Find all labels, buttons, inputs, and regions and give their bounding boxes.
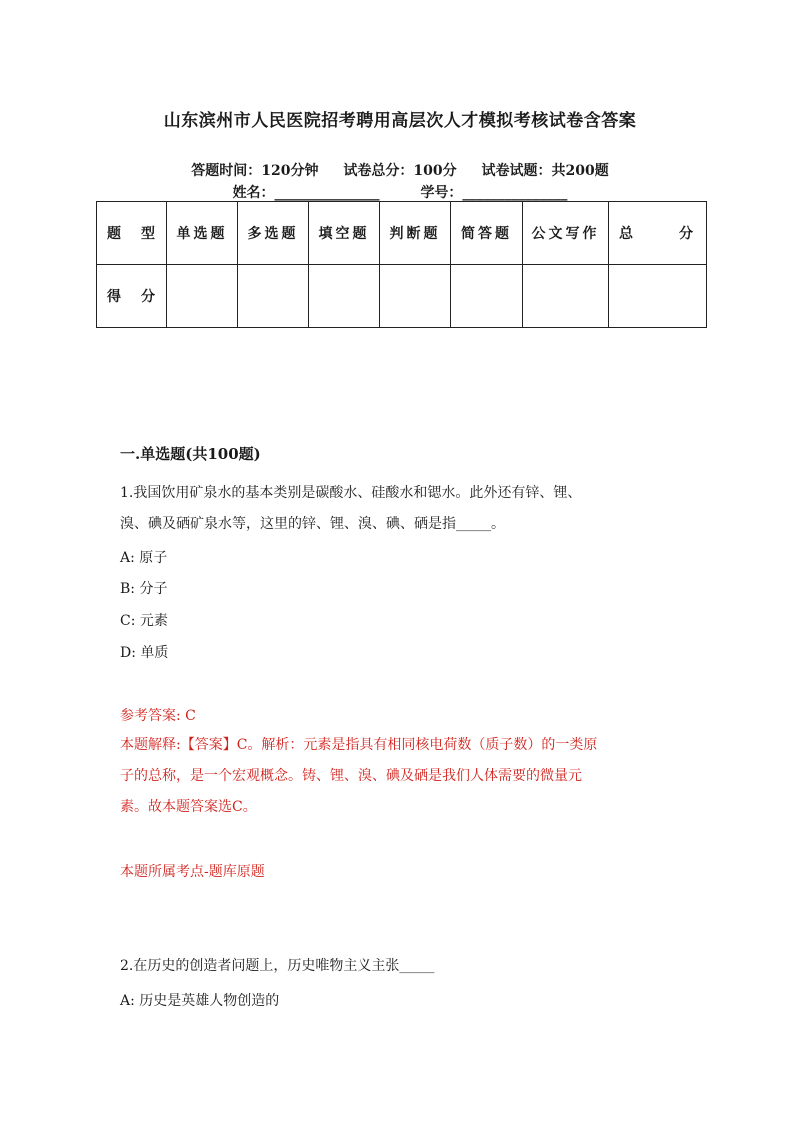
question-1-option-b: B: 分子: [120, 581, 168, 597]
question-1-option-d: D: 单质: [120, 645, 169, 661]
score-cell: [380, 265, 451, 328]
question-1-answer: 参考答案: C: [120, 708, 196, 724]
document-title: 山东滨州市人民医院招考聘用高层次人才模拟考核试卷含答案: [163, 111, 637, 131]
header-cell-short-answer: 简答题: [451, 202, 523, 265]
score-table-header-row: [97, 202, 707, 265]
header-cell-total: 总 分: [609, 202, 707, 265]
header-cell-fill-blank: 填空题: [309, 202, 380, 265]
question-1-option-a: A: 原子: [120, 550, 168, 566]
score-row-label: 得 分: [97, 265, 167, 328]
question-2-line-1: 2.在历史的创造者问题上，历史唯物主义主张_____: [120, 958, 435, 974]
question-1-line-1: 1.我国饮用矿泉水的基本类别是碳酸水、硅酸水和锶水。此外还有锌、锂、: [120, 485, 582, 501]
score-cell: [309, 265, 380, 328]
exam-question-count: 试卷试题：共200题: [481, 163, 609, 179]
question-1-explanation-line-3: 素。故本题答案选C。: [120, 799, 257, 815]
score-cell: [451, 265, 523, 328]
exam-total-score: 试卷总分：100分: [343, 163, 457, 179]
score-table-score-row: [97, 265, 707, 328]
header-cell-type: 题 型: [97, 202, 167, 265]
question-1-line-2: 溴、碘及硒矿泉水等，这里的锌、锂、溴、碘、硒是指_____。: [120, 516, 505, 532]
exam-meta-line-2: [0, 182, 800, 202]
header-cell-true-false: 判断题: [380, 202, 451, 265]
question-1-explanation-line-2: 子的总称，是一个宏观概念。铸、锂、溴、碘及硒是我们人体需要的微量元: [120, 768, 582, 784]
section-title: 一.单选题(共100题): [120, 445, 261, 463]
exam-meta-line-1: [0, 160, 800, 180]
question-1-source: 本题所属考点-题库原题: [120, 864, 265, 880]
question-2-option-a: A: 历史是英雄人物创造的: [120, 993, 280, 1009]
student-name-field: 姓名：_______________: [232, 185, 380, 201]
score-cell: [167, 265, 238, 328]
header-cell-multi-choice: 多选题: [238, 202, 309, 265]
score-table: [96, 201, 707, 328]
score-cell: [238, 265, 309, 328]
score-cell: [523, 265, 609, 328]
header-cell-single-choice: 单选题: [167, 202, 238, 265]
student-id-field: 学号：_______________: [420, 185, 568, 201]
score-cell: [609, 265, 707, 328]
header-cell-official-writing: 公文写作: [523, 202, 609, 265]
question-1-explanation-line-1: 本题解释:【答案】C。解析：元素是指具有相同核电荷数（质子数）的一类原: [120, 737, 598, 753]
exam-time: 答题时间：120分钟: [191, 163, 319, 179]
question-1-option-c: C: 元素: [120, 613, 168, 629]
